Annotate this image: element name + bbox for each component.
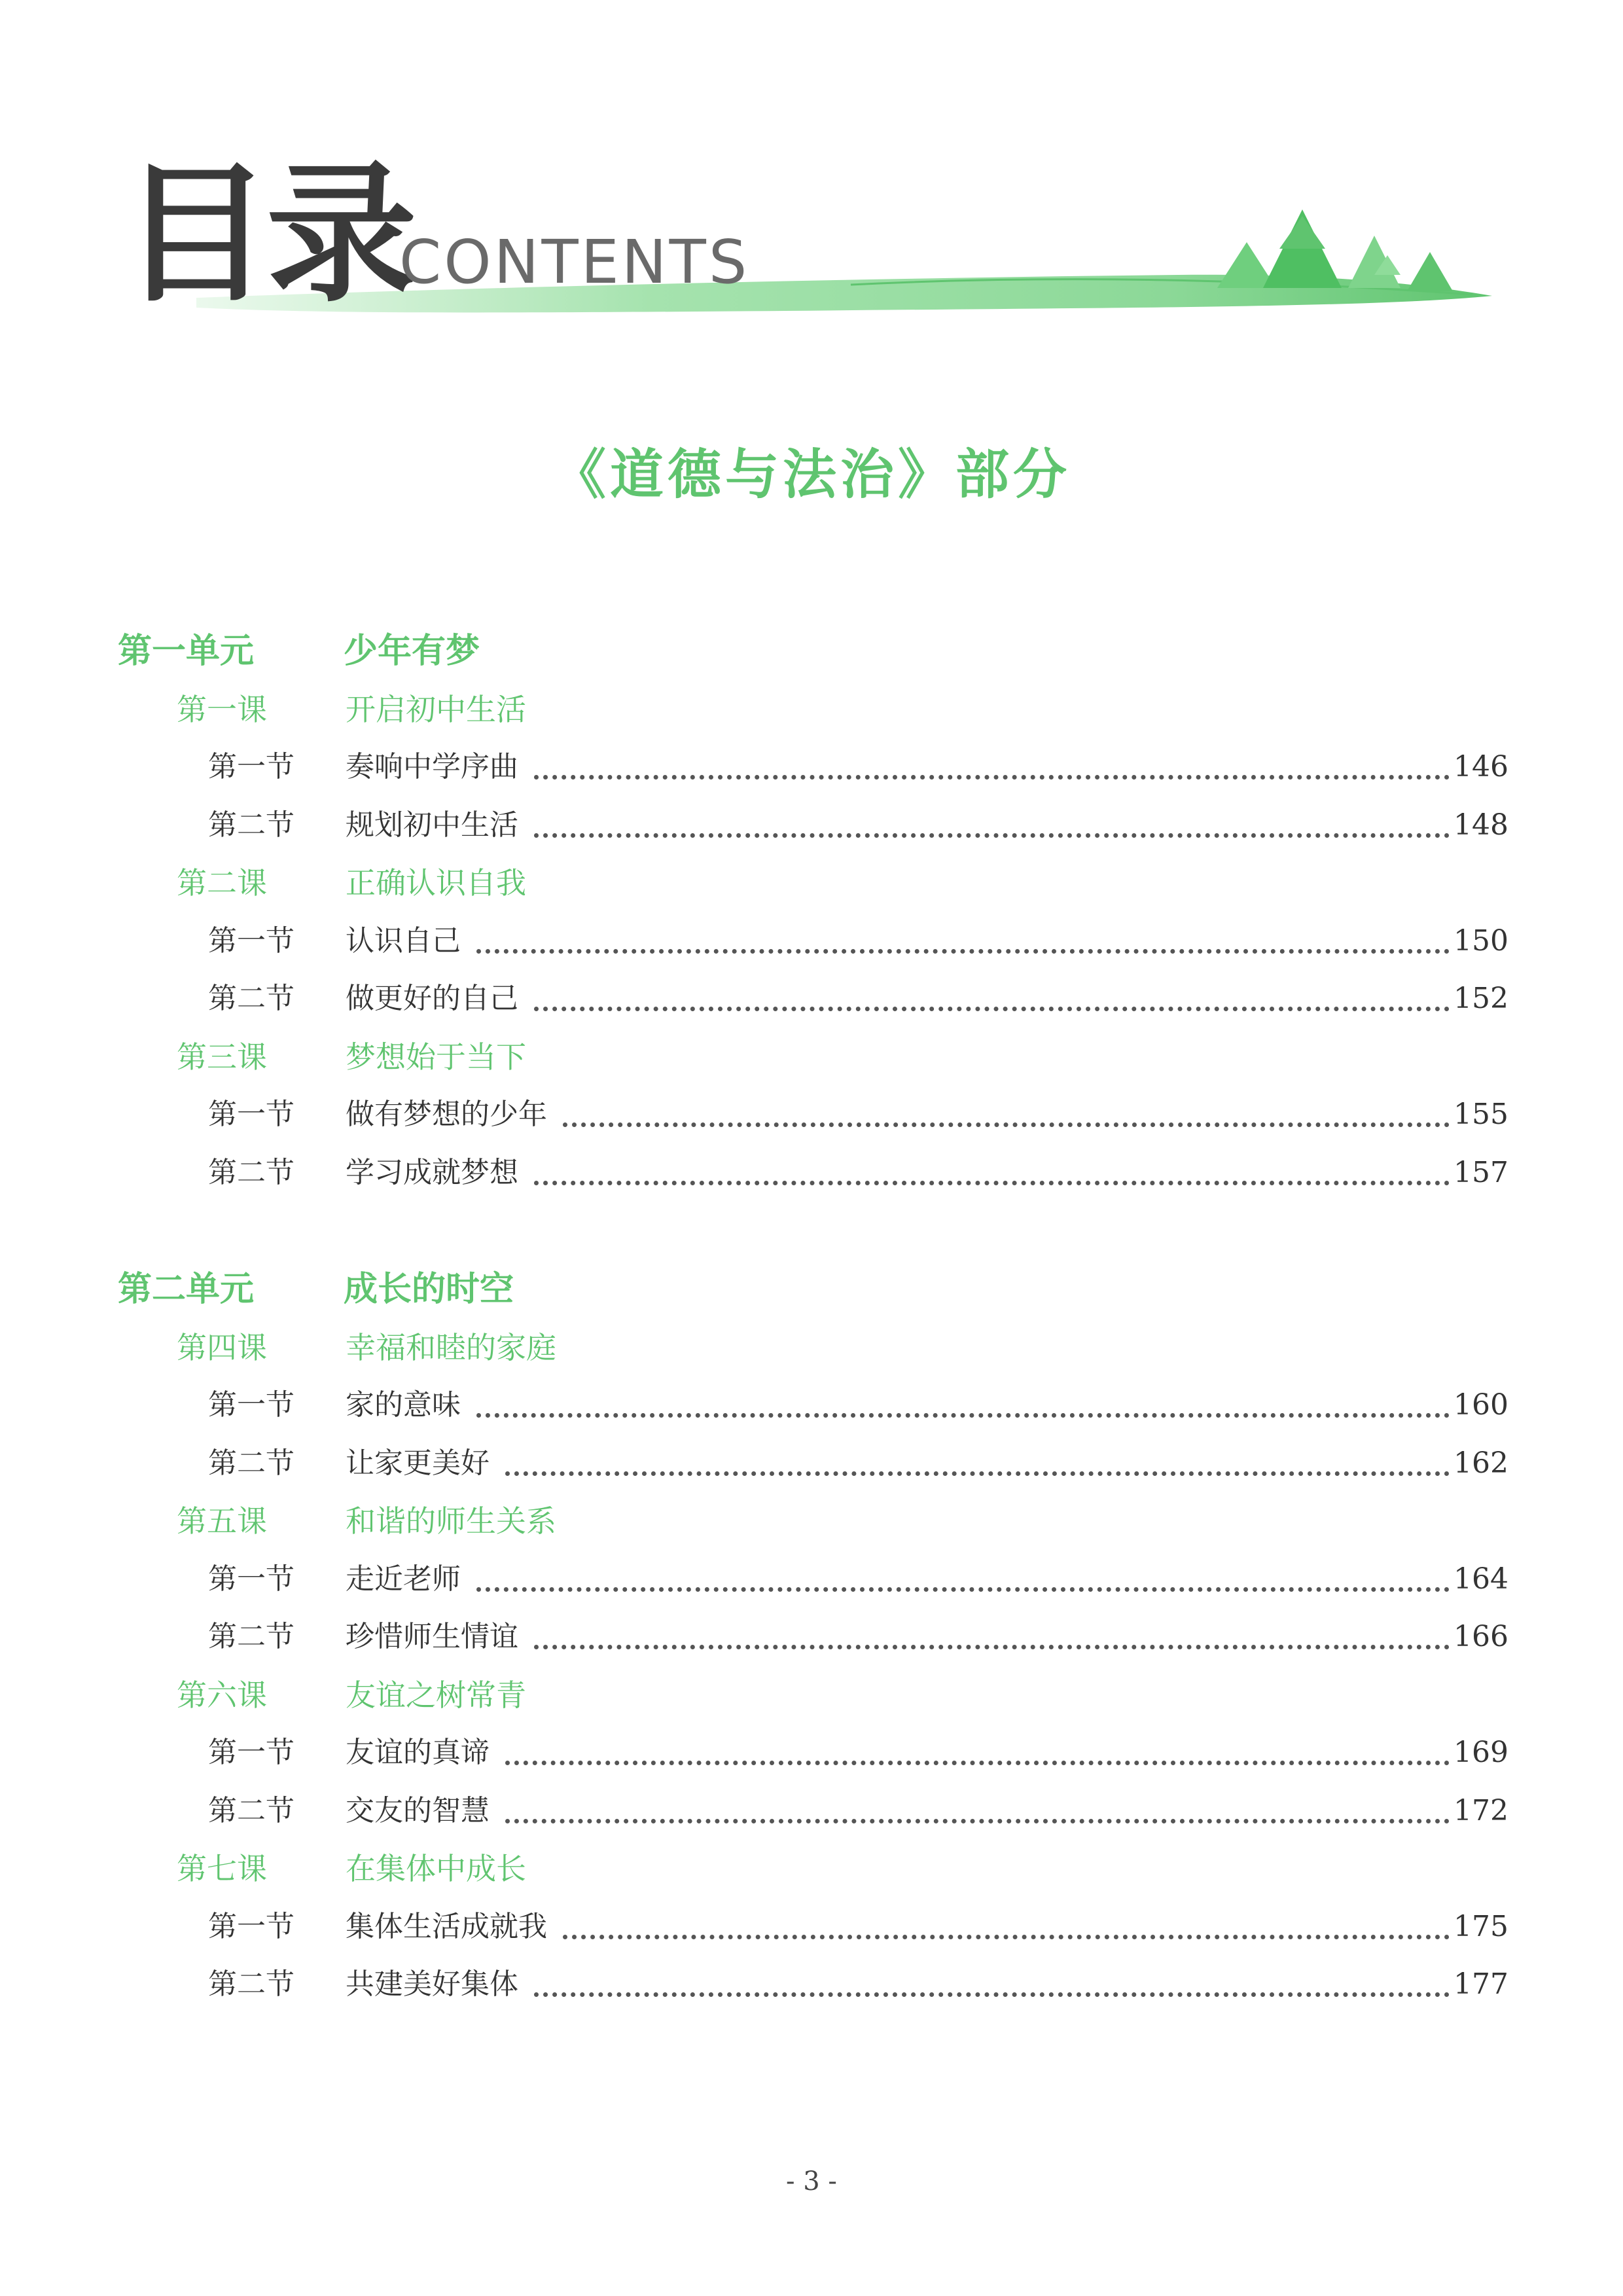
section-row[interactable]: [0, 1434, 1623, 1493]
lesson-number: 第六课: [177, 1677, 267, 1713]
section-title: 让家更美好: [346, 1446, 490, 1480]
section-page: 160: [1454, 1388, 1508, 1422]
lesson-title: 在集体中成长: [346, 1851, 526, 1886]
section-page: 177: [1454, 1967, 1508, 2001]
section-title: 集体生活成就我: [346, 1909, 547, 1943]
section-title: 共建美好集体: [346, 1967, 518, 2001]
lesson-number: 第二课: [177, 865, 267, 901]
section-page: 169: [1454, 1736, 1508, 1769]
section-row[interactable]: [0, 969, 1623, 1028]
section-row[interactable]: [0, 1607, 1623, 1666]
section-row[interactable]: [0, 1955, 1623, 2014]
lesson-row[interactable]: [0, 1318, 1623, 1377]
title-en: CONTENTS: [399, 227, 750, 297]
lesson-row[interactable]: [0, 1492, 1623, 1551]
dot-leader: [476, 1587, 1450, 1592]
dot-leader: [534, 833, 1450, 838]
section-title: 做有梦想的少年: [346, 1098, 547, 1131]
section-page: 166: [1454, 1620, 1508, 1653]
section-number: 第二节: [208, 1967, 294, 2001]
section-number: 第一节: [208, 1562, 294, 1596]
section-number: 第一节: [208, 1388, 294, 1422]
page-number: - 3 -: [786, 2166, 837, 2197]
part-title: 《道德与法治》部分: [552, 444, 1071, 506]
section-title: 珍惜师生情谊: [346, 1620, 518, 1653]
dot-leader: [505, 1819, 1450, 1823]
section-row[interactable]: [0, 1723, 1623, 1782]
lesson-number: 第三课: [177, 1039, 267, 1075]
section-page: 148: [1454, 808, 1508, 842]
section-title: 规划初中生活: [346, 808, 518, 842]
section-page: 152: [1454, 982, 1508, 1015]
dot-leader: [505, 1471, 1450, 1476]
lesson-row[interactable]: [0, 1839, 1623, 1898]
dot-leader: [534, 1007, 1450, 1011]
section-page: 150: [1454, 924, 1508, 958]
lesson-number: 第四课: [177, 1329, 267, 1365]
unit-row[interactable]: [0, 622, 1623, 681]
section-title: 奏响中学序曲: [346, 750, 518, 783]
lesson-title: 和谐的师生关系: [346, 1503, 556, 1539]
section-page: 157: [1454, 1155, 1508, 1189]
unit-title: 少年有梦: [344, 632, 480, 671]
section-number: 第二节: [208, 1155, 294, 1189]
section-title: 学习成就梦想: [346, 1155, 518, 1189]
section-row[interactable]: [0, 1143, 1623, 1202]
section-page: 146: [1454, 750, 1508, 783]
lesson-row[interactable]: [0, 1666, 1623, 1725]
dot-leader: [534, 1181, 1450, 1185]
dot-leader: [534, 1645, 1450, 1649]
section-number: 第一节: [208, 1909, 294, 1943]
section-title: 认识自己: [346, 924, 461, 958]
section-row[interactable]: [0, 796, 1623, 855]
section-title: 交友的智慧: [346, 1793, 490, 1827]
section-title: 做更好的自己: [346, 982, 518, 1015]
section-page: 155: [1454, 1098, 1508, 1131]
dot-leader: [563, 1122, 1450, 1127]
unit-row[interactable]: [0, 1260, 1623, 1319]
unit-number: 第一单元: [118, 632, 255, 671]
lesson-title: 正确认识自我: [346, 865, 526, 901]
lesson-row[interactable]: [0, 853, 1623, 912]
section-page: 172: [1454, 1793, 1508, 1827]
unit-title: 成长的时空: [344, 1270, 514, 1309]
lesson-number: 第一课: [177, 691, 267, 727]
section-number: 第二节: [208, 982, 294, 1015]
dot-leader: [476, 1413, 1450, 1418]
lesson-title: 友谊之树常青: [346, 1677, 526, 1713]
dot-leader: [505, 1761, 1450, 1765]
lesson-number: 第五课: [177, 1503, 267, 1539]
header: [0, 0, 1623, 367]
dot-leader: [563, 1935, 1450, 1939]
section-number: 第一节: [208, 1098, 294, 1131]
title-cn: 目录: [121, 148, 412, 323]
dot-leader: [534, 1992, 1450, 1997]
dot-leader: [534, 775, 1450, 780]
lesson-row[interactable]: [0, 1028, 1623, 1086]
section-title: 走近老师: [346, 1562, 461, 1596]
section-title: 友谊的真谛: [346, 1736, 490, 1769]
section-number: 第一节: [208, 1736, 294, 1769]
section-title: 家的意味: [346, 1388, 461, 1422]
section-row[interactable]: [0, 738, 1623, 797]
section-number: 第二节: [208, 1446, 294, 1480]
section-row[interactable]: [0, 1376, 1623, 1435]
lesson-title: 开启初中生活: [346, 691, 526, 727]
section-page: 162: [1454, 1446, 1508, 1480]
section-row[interactable]: [0, 1085, 1623, 1144]
section-number: 第二节: [208, 1793, 294, 1827]
lesson-title: 幸福和睦的家庭: [346, 1329, 556, 1365]
dot-leader: [476, 949, 1450, 954]
section-page: 164: [1454, 1562, 1508, 1596]
section-number: 第二节: [208, 1620, 294, 1653]
section-row[interactable]: [0, 912, 1623, 971]
section-page: 175: [1454, 1909, 1508, 1943]
section-number: 第二节: [208, 808, 294, 842]
section-row[interactable]: [0, 1550, 1623, 1609]
lesson-row[interactable]: [0, 680, 1623, 739]
section-number: 第一节: [208, 924, 294, 958]
section-row[interactable]: [0, 1782, 1623, 1840]
lesson-title: 梦想始于当下: [346, 1039, 526, 1075]
section-row[interactable]: [0, 1897, 1623, 1956]
unit-number: 第二单元: [118, 1270, 255, 1309]
section-number: 第一节: [208, 750, 294, 783]
lesson-number: 第七课: [177, 1851, 267, 1886]
